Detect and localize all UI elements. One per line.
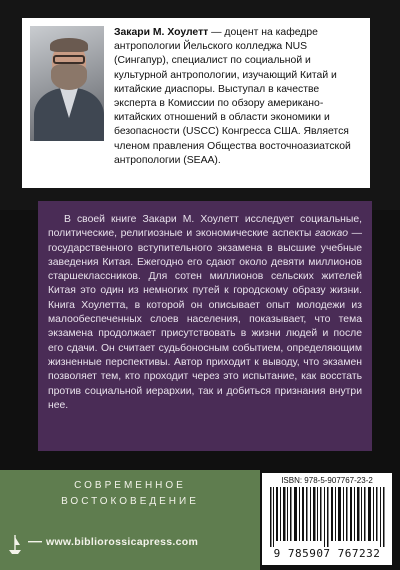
- barcode-bars: [268, 487, 386, 547]
- series-title-line-2: ВОСТОКОВЕДЕНИЕ: [61, 496, 199, 507]
- description-part-2: —государственного вступительного экзамена в высшие учебные заведения Китая. Ежегодно его сдают около девяти миллионов старшеклассников. Для сотен миллионов сельских жителей Китая это один из немногих путей к городскому образу жизни. Книга Хоулетта, в которой он описывает опыт молодежи из малообеспеченных слоев населения, показывает, что тема экзамена продолжает присутствовать в жизни людей и после его сдачи. Он считает судьбоносным событием, определяющим жизненные перспективы. Автор приходит к выводу, что экзамен позволяет тем, кто проходит через это испытание, как восстать против социальной иерархии, так и добиться признания внутри нее.: [48, 228, 363, 411]
- portrait-hair: [50, 38, 88, 52]
- description-part-1: В своей книге Закари М. Хоулетт исследует социальные, политические, религиозные и экономические аспекты: [48, 214, 362, 240]
- isbn-text: ISBN: 978-5-907767-23-2: [281, 476, 373, 485]
- publisher-website[interactable]: www.bibliorossicapress.com: [46, 536, 199, 548]
- series-title: [10, 478, 250, 510]
- description-paragraph: [48, 213, 362, 413]
- series-block: [0, 470, 260, 570]
- description-term-gaokao: гаокао: [314, 228, 348, 240]
- description-panel: [38, 201, 372, 451]
- barcode-box: [262, 473, 392, 565]
- author-portrait: [30, 26, 104, 141]
- author-bio: [114, 26, 364, 168]
- series-title-line-1: СОВРЕМЕННОЕ: [74, 480, 186, 491]
- author-name: Закари М. Хоулетт: [114, 27, 209, 38]
- author-info-box: [22, 18, 370, 188]
- boat-icon: [8, 534, 22, 556]
- portrait-beard: [51, 64, 87, 90]
- author-bio-text: — доцент на кафедре антропологии Йельского колледжа NUS (Сингапур), специалист по социальной и культурной антропологии, изучающий Китай и китайские диаспоры. Выступал в качестве эксперта в Комиссии по обзору американо-китайских отношений в области экономики и безопасности (USCC) Конгресса США. Является членом правления Общества восточноазиатской антропологии (SEAA).: [114, 27, 351, 166]
- barcode-digits: 9 785907 767232: [273, 547, 381, 560]
- book-description: [48, 213, 362, 413]
- portrait-glasses: [53, 55, 85, 64]
- link-icon: [28, 539, 42, 544]
